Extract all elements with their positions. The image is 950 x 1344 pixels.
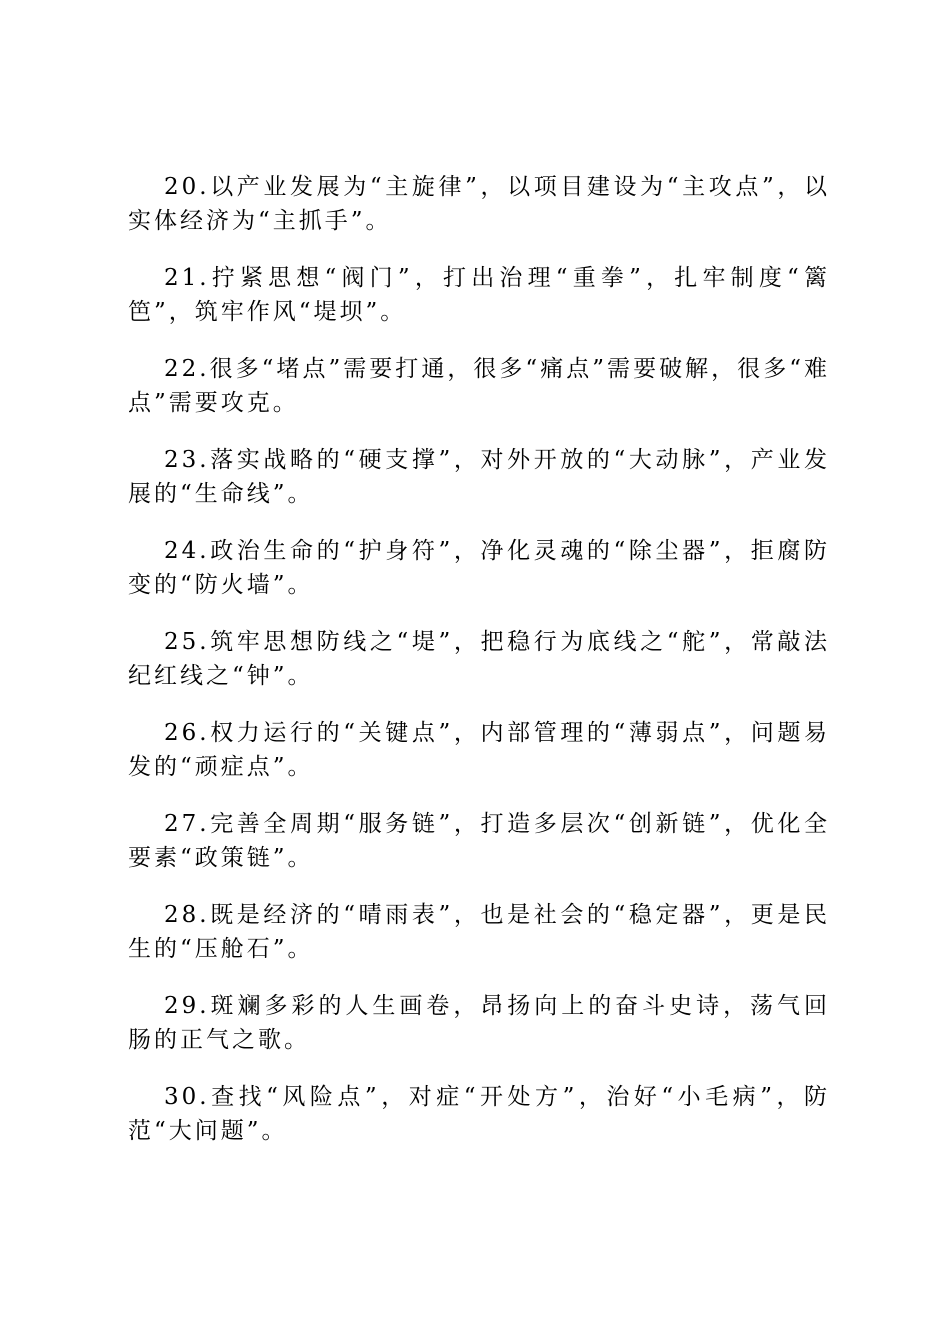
paragraph-26: 26.权力运行的“关键点”，内部管理的“薄弱点”，问题易发的“顽症点”。	[128, 720, 830, 780]
paragraph-29: 29.斑斓多彩的人生画卷，昂扬向上的奋斗史诗，荡气回肠的正气之歌。	[128, 993, 830, 1053]
paragraph-21: 21.拧紧思想“阀门”，打出治理“重拳”，扎牢制度“篱笆”，筑牢作风“堤坝”。	[128, 265, 830, 325]
paragraph-22: 22.很多“堵点”需要打通，很多“痛点”需要破解，很多“难点”需要攻克。	[128, 356, 830, 416]
paragraph-30: 30.查找“风险点”，对症“开处方”，治好“小毛病”，防范“大问题”。	[128, 1084, 830, 1144]
paragraph-24: 24.政治生命的“护身符”，净化灵魂的“除尘器”，拒腐防变的“防火墙”。	[128, 538, 830, 598]
paragraph-23: 23.落实战略的“硬支撑”，对外开放的“大动脉”，产业发展的“生命线”。	[128, 447, 830, 507]
paragraph-27: 27.完善全周期“服务链”，打造多层次“创新链”，优化全要素“政策链”。	[128, 811, 830, 871]
document-body	[128, 170, 830, 1171]
paragraph-25: 25.筑牢思想防线之“堤”，把稳行为底线之“舵”，常敲法纪红线之“钟”。	[128, 629, 830, 689]
paragraph-20: 20.以产业发展为“主旋律”，以项目建设为“主攻点”，以实体经济为“主抓手”。	[128, 174, 830, 234]
paragraph-28: 28.既是经济的“晴雨表”，也是社会的“稳定器”，更是民生的“压舱石”。	[128, 902, 830, 962]
